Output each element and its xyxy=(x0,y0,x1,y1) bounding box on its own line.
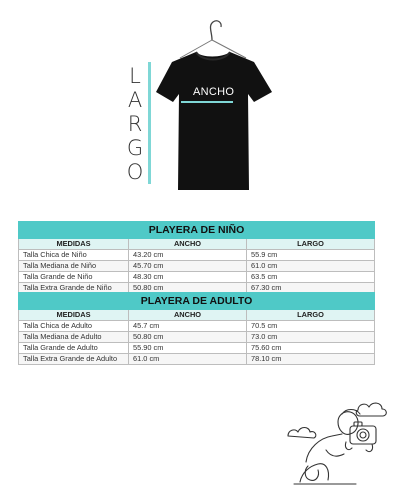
col-header-medidas: MEDIDAS xyxy=(19,310,129,321)
ancho-value: 45.70 cm xyxy=(129,261,247,272)
largo-letter: G xyxy=(126,136,144,160)
col-header-largo: LARGO xyxy=(247,310,375,321)
kids-size-table xyxy=(18,221,375,294)
col-header-ancho: ANCHO xyxy=(129,239,247,250)
shirt-size-diagram xyxy=(0,0,410,200)
largo-vertical-label xyxy=(126,64,144,184)
largo-measure-bar xyxy=(148,62,151,184)
largo-value: 70.5 cm xyxy=(247,321,375,332)
table-row xyxy=(19,332,375,343)
ancho-value: 50.80 cm xyxy=(129,332,247,343)
kids-table-title-row xyxy=(19,222,375,239)
ancho-value: 61.0 cm xyxy=(129,354,247,365)
photographer-camera-icon xyxy=(286,392,390,488)
size-name: Talla Grande de Niño xyxy=(19,272,129,283)
tshirt-on-hanger-icon xyxy=(150,18,280,196)
ancho-value: 48.30 cm xyxy=(129,272,247,283)
largo-value: 78.10 cm xyxy=(247,354,375,365)
ancho-value: 43.20 cm xyxy=(129,250,247,261)
col-header-medidas: MEDIDAS xyxy=(19,239,129,250)
size-name: Talla Mediana de Adulto xyxy=(19,332,129,343)
size-name: Talla Extra Grande de Niño xyxy=(19,283,129,294)
largo-value: 73.0 cm xyxy=(247,332,375,343)
adult-table-title-row xyxy=(19,293,375,310)
ancho-label: ANCHO xyxy=(193,86,235,98)
table-row xyxy=(19,354,375,365)
size-name: Talla Chica de Adulto xyxy=(19,321,129,332)
ancho-measure-line xyxy=(181,101,233,103)
ancho-value: 45.7 cm xyxy=(129,321,247,332)
ancho-value: 55.90 cm xyxy=(129,343,247,354)
kids-table-title: PLAYERA DE NIÑO xyxy=(19,222,375,239)
table-row xyxy=(19,250,375,261)
largo-letter: L xyxy=(129,64,141,88)
largo-value: 55.9 cm xyxy=(247,250,375,261)
col-header-ancho: ANCHO xyxy=(129,310,247,321)
largo-value: 63.5 cm xyxy=(247,272,375,283)
largo-letter: R xyxy=(127,112,143,136)
table-row xyxy=(19,343,375,354)
table-row xyxy=(19,272,375,283)
largo-value: 61.0 cm xyxy=(247,261,375,272)
table-row xyxy=(19,261,375,272)
col-header-largo: LARGO xyxy=(247,239,375,250)
kids-table-header-row xyxy=(19,239,375,250)
largo-letter: O xyxy=(126,160,144,184)
table-row xyxy=(19,321,375,332)
ancho-value: 50.80 cm xyxy=(129,283,247,294)
largo-letter: A xyxy=(127,88,143,112)
adult-size-table xyxy=(18,292,375,365)
size-name: Talla Mediana de Niño xyxy=(19,261,129,272)
adult-table-header-row xyxy=(19,310,375,321)
largo-value: 67.30 cm xyxy=(247,283,375,294)
size-name: Talla Chica de Niño xyxy=(19,250,129,261)
largo-value: 75.60 cm xyxy=(247,343,375,354)
size-name: Talla Extra Grande de Adulto xyxy=(19,354,129,365)
adult-table-title: PLAYERA DE ADULTO xyxy=(19,293,375,310)
size-name: Talla Grande de Adulto xyxy=(19,343,129,354)
